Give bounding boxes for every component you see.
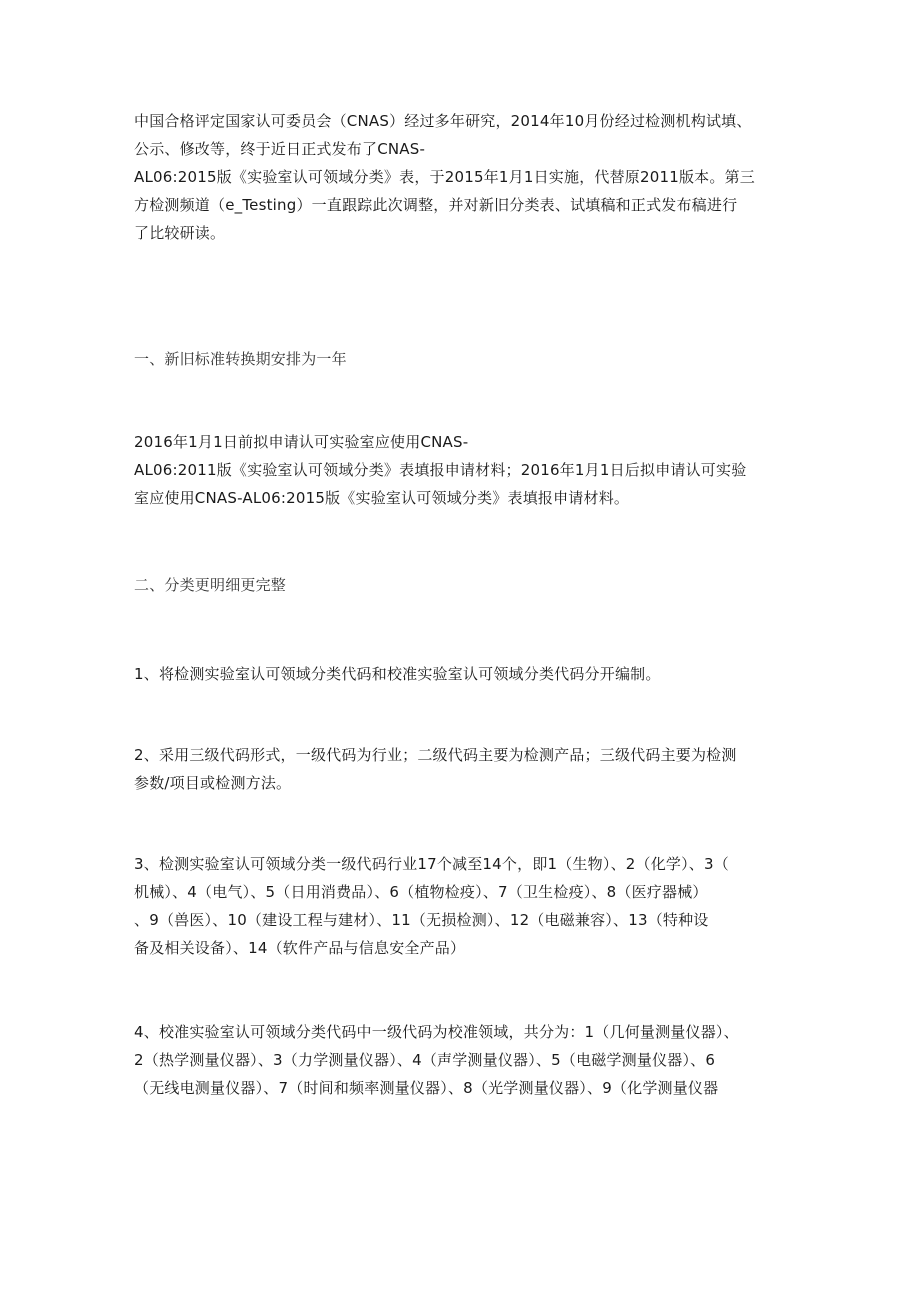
text-line: 了比较研读。 xyxy=(134,224,226,242)
section-heading-2 xyxy=(134,571,794,599)
list-item-3 xyxy=(134,850,794,962)
text-line: 2（热学测量仪器）、3（力学测量仪器）、4（声学测量仪器）、5（电磁学测量仪器）、6 xyxy=(134,1051,716,1069)
section-heading-1 xyxy=(134,345,794,373)
text-line: 机械）、4（电气）、5（日用消费品）、6（植物检疫）、7（卫生检疫）、8（医疗器械） xyxy=(134,883,708,901)
list-item-1 xyxy=(134,660,794,688)
text-line: 参数/项目或检测方法。 xyxy=(134,774,292,792)
text-line: 2、采用三级代码形式，一级代码为行业；二级代码主要为检测产品；三级代码主要为检测 xyxy=(134,746,737,764)
text-line: 、9（兽医）、10（建设工程与建材）、11（无损检测）、12（电磁兼容）、13（特种设 xyxy=(134,911,709,929)
text-line: 备及相关设备）、14（软件产品与信息安全产品） xyxy=(134,939,466,957)
heading-text: 二、分类更明细更完整 xyxy=(134,576,287,594)
text-line: （无线电测量仪器）、7（时间和频率测量仪器）、8（光学测量仪器）、9（化学测量仪器 xyxy=(134,1079,719,1097)
heading-text: 一、新旧标准转换期安排为一年 xyxy=(134,350,347,368)
text-line: 公示、修改等，终于近日正式发布了CNAS- xyxy=(134,140,426,158)
text-line: 中国合格评定国家认可委员会（CNAS）经过多年研究，2014年10月份经过检测机构试填、 xyxy=(134,112,752,130)
text-line: 2016年1月1日前拟申请认可实验室应使用CNAS- xyxy=(134,433,469,451)
text-line: 室应使用CNAS-AL06:2015版《实验室认可领域分类》表填报申请材料。 xyxy=(134,489,630,507)
text-line: 3、检测实验室认可领域分类一级代码行业17个减至14个，即1（生物）、2（化学）、3（ xyxy=(134,855,729,873)
text-line: 1、将检测实验室认可领域分类代码和校准实验室认可领域分类代码分开编制。 xyxy=(134,665,661,683)
text-line: 方检测频道（e_Testing）一直跟踪此次调整，并对新旧分类表、试填稿和正式发布稿进行 xyxy=(134,196,738,214)
list-item-4 xyxy=(134,1018,794,1102)
section1-paragraph xyxy=(134,428,794,512)
text-line: AL06:2015版《实验室认可领域分类》表，于2015年1月1日实施，代替原2011版本。第三 xyxy=(134,168,755,186)
text-line: AL06:2011版《实验室认可领域分类》表填报申请材料；2016年1月1日后拟申请认可实验 xyxy=(134,461,747,479)
intro-paragraph xyxy=(134,107,794,247)
list-item-2 xyxy=(134,741,794,797)
text-line: 4、校准实验室认可领域分类代码中一级代码为校准领域，共分为：1（几何量测量仪器）、 xyxy=(134,1023,739,1041)
